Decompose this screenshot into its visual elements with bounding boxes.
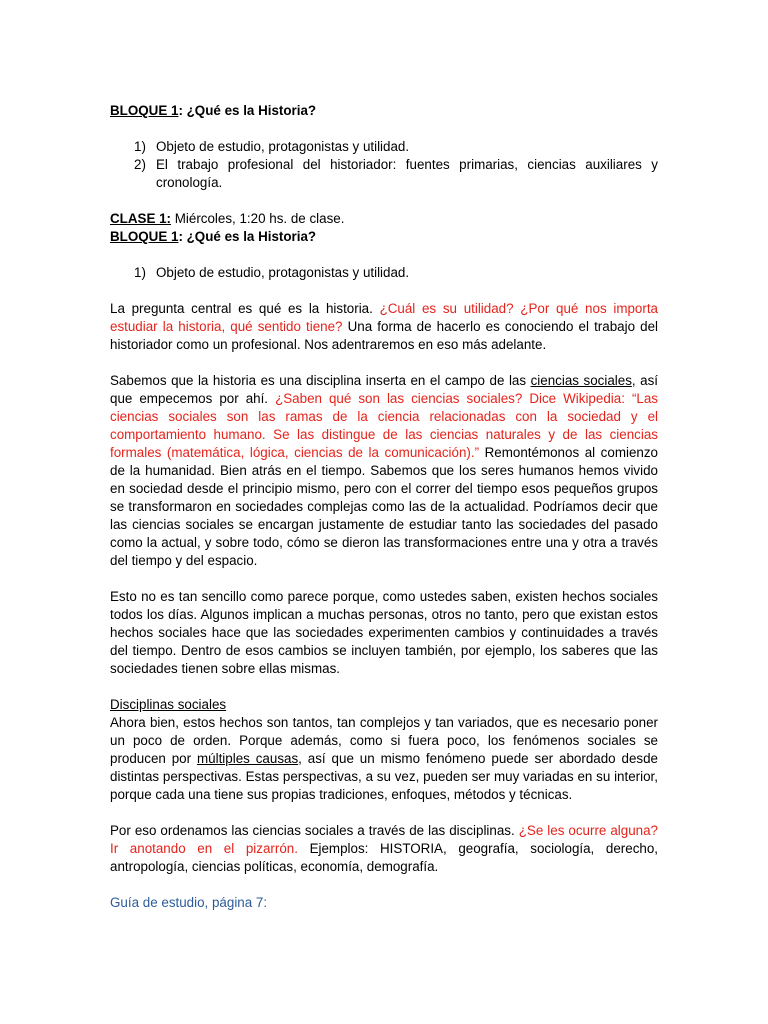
block1-list	[110, 138, 658, 192]
list-item: 1) Objeto de estudio, protagonistas y utilidad.	[134, 139, 410, 154]
block1-repeat-title: : ¿Qué es la Historia?	[178, 229, 317, 244]
paragraph-4: Ahora bien, estos hechos son tantos, tan complejos y tan variados, que es necesario poner un poco de orden. Porque además, como si fuera poco, los fenómenos sociales se producen por múltiples causas, así que un mismo fenómeno puede ser abordado desde distintas perspectivas. Estas perspectivas, a su vez, pueden ser muy variadas en su interior, porque cada una tiene sus propias tradiciones, enfoques, métodos y técnicas.	[110, 715, 658, 802]
paragraph-1: La pregunta central es qué es la historia. ¿Cuál es su utilidad? ¿Por qué nos importa estudiar la historia, qué sentido tiene? Una forma de hacerlo es conociendo el trabajo del historiador como un profesional. Nos adentraremos en eso más adelante.	[110, 301, 659, 352]
document-page	[110, 102, 658, 912]
class1-line	[110, 210, 658, 228]
paragraph-2: Sabemos que la historia es una disciplina inserta en el campo de las ciencias sociales, así que empecemos por ahí. ¿Saben qué son las ciencias sociales? Dice Wikipedia: “Las ciencias sociales son las ramas de la ciencia relacionadas con la sociedad y el comportamiento humano. Se las distingue de las ciencias naturales y de las ciencias formales (matemática, lógica, ciencias de la comunicación).” Remontémonos al comienzo de la humanidad. Bien atrás en el tiempo. Sabemos que los seres humanos hemos vivido en sociedad desde el principio mismo, pero con el correr del tiempo esos pequeños grupos se transformaron en sociedades complejas como las de la actualidad. Podríamos decir que las ciencias sociales se encargan justamente de estudiar tanto las sociedades del pasado como la actual, y sobre todo, cómo se dieron las transformaciones entre una y otra a través del tiempo y del espacio.	[110, 373, 658, 568]
block1-repeat-label: BLOQUE 1	[110, 229, 179, 244]
block1-repeat-heading	[110, 228, 658, 246]
list-item: 1) Objeto de estudio, protagonistas y utilidad.	[134, 265, 410, 280]
class1-label: CLASE 1:	[110, 211, 172, 226]
block1-repeat-list	[110, 264, 658, 282]
block1-label: BLOQUE 1	[110, 103, 179, 118]
block1-title: : ¿Qué es la Historia?	[178, 103, 317, 118]
section-heading-disciplinas: Disciplinas sociales	[110, 697, 227, 712]
paragraph-5: Por eso ordenamos las ciencias sociales a través de las disciplinas. ¿Se les ocurre alguna? Ir anotando en el pizarrón. Ejemplos: HISTORIA, geografía, sociología, derecho, antropología, ciencias políticas, economía, demografía.	[110, 823, 659, 874]
paragraph-3: Esto no es tan sencillo como parece porque, como ustedes saben, existen hechos sociales todos los días. Algunos implican a muchas personas, otros no tanto, pero que existan estos hechos sociales hace que las sociedades experimenten cambios y continuidades a través del tiempo. Dentro de esos cambios se incluyen también, por ejemplo, los saberes que las sociedades tienen sobre ellas mismas.	[110, 589, 658, 676]
class1-text: Miércoles, 1:20 hs. de clase.	[171, 211, 345, 226]
list-item: 2) El trabajo profesional del historiador: fuentes primarias, ciencias auxiliares y cronología.	[134, 157, 658, 190]
block1-heading	[110, 102, 658, 120]
study-guide-heading: Guía de estudio, página 7:	[110, 895, 268, 910]
